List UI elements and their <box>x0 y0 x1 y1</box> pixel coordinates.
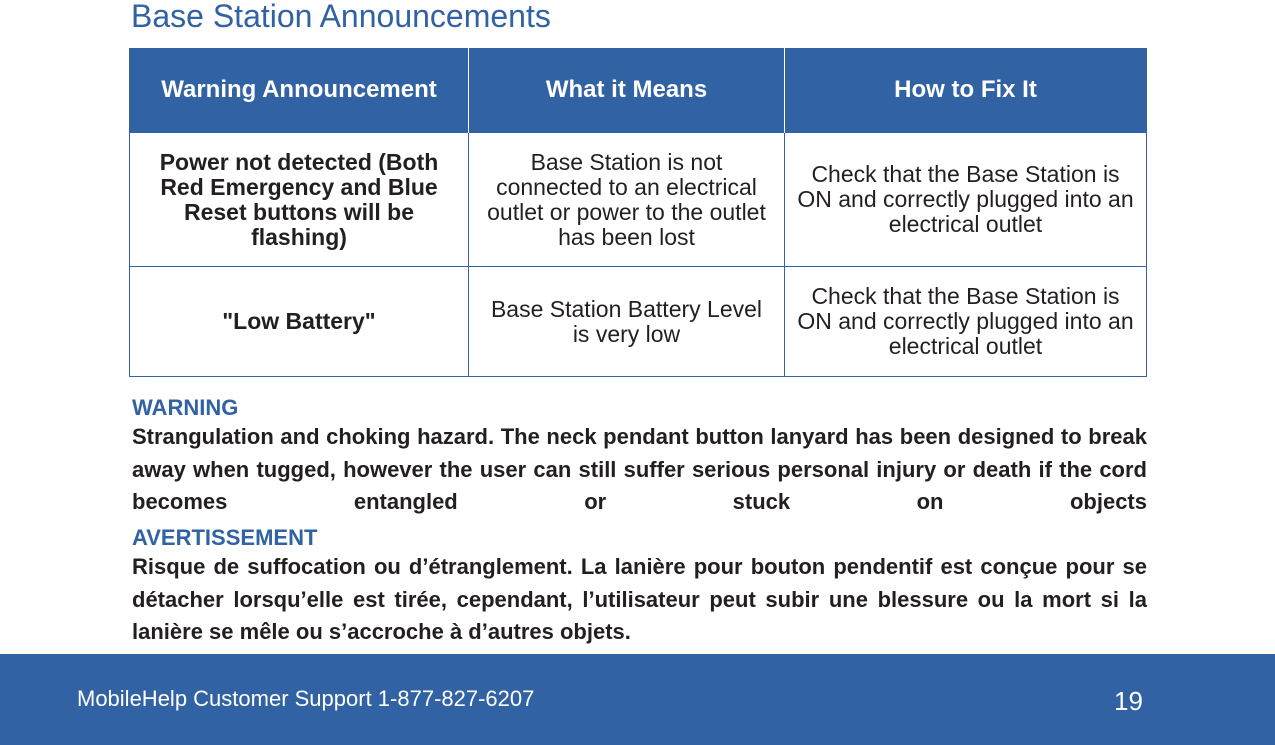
warning-body: Strangulation and choking hazard. The neck pendant button lanyard has been designed to break away when tugged, however the user can still suffer serious personal injury or death if the cord becomes entangled or stuck on objects <box>132 424 1147 514</box>
page-footer <box>0 654 1275 745</box>
cell-announcement: Power not detected (Both Red Emergency and Blue Reset buttons will be flashing) <box>130 133 469 267</box>
avertissement-heading: AVERTISSEMENT <box>132 525 318 550</box>
header-how-to-fix-it: How to Fix It <box>785 48 1147 133</box>
page-number: 19 <box>1114 686 1143 716</box>
table-row <box>130 267 1147 377</box>
customer-support-line: MobileHelp Customer Support 1-877-827-6207 <box>77 686 535 711</box>
cell-fix: Check that the Base Station is ON and correctly plugged into an electrical outlet <box>785 267 1147 377</box>
warning-heading: WARNING <box>132 395 239 420</box>
warning-section <box>132 395 1147 519</box>
cell-fix: Check that the Base Station is ON and correctly plugged into an electrical outlet <box>785 133 1147 267</box>
avertissement-section <box>132 525 1147 649</box>
cell-announcement: "Low Battery" <box>130 267 469 377</box>
page-title: Base Station Announcements <box>131 0 551 34</box>
cell-meaning: Base Station Battery Level is very low <box>469 267 785 377</box>
table-row <box>130 133 1147 267</box>
avertissement-body: Risque de suffocation ou d’étranglement. La lanière pour bouton pendentif est conçue pour se détacher lorsqu’elle est tirée, cependant, l’utilisateur peut subir une blessure ou la mort si la lanière se mêle ou s’accroche à d’autres objets. <box>132 554 1147 644</box>
announcements-table <box>129 48 1147 377</box>
cell-meaning: Base Station is not connected to an electrical outlet or power to the outlet has been lost <box>469 133 785 267</box>
header-what-it-means: What it Means <box>469 48 785 133</box>
table-header-row <box>130 48 1147 133</box>
header-warning-announcement: Warning Announcement <box>130 48 469 133</box>
